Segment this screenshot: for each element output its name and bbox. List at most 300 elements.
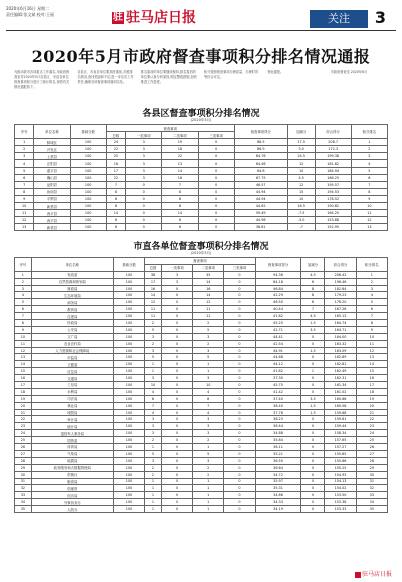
table-cell: 0 (161, 326, 192, 333)
table-cell: 1 (145, 361, 162, 368)
table-cell: 林业局 (31, 402, 113, 409)
table-cell: 16.5 (287, 203, 315, 210)
table-cell: 29 (15, 464, 32, 471)
table-row (15, 320, 388, 327)
table-cell: 0 (224, 499, 255, 506)
county-table-body (15, 139, 388, 231)
table-cell: 46.50 (255, 299, 301, 306)
table-row (15, 203, 388, 210)
table-cell: 8 (106, 203, 125, 210)
table-row (15, 402, 388, 409)
table-cell: 8 (162, 188, 198, 195)
table-cell: 100 (70, 146, 106, 153)
table-cell: 14 (106, 210, 125, 217)
col-index: 序号 (15, 125, 34, 139)
table-cell: 0 (198, 203, 234, 210)
table-row (15, 139, 388, 146)
table-cell: 41.42 (255, 388, 301, 395)
table-cell: 信访局 (31, 492, 113, 499)
table-cell: 0 (224, 368, 255, 375)
table-cell: 20 (356, 402, 387, 409)
table-cell: 0 (224, 292, 255, 299)
table-cell: 0 (224, 450, 255, 457)
footer-logo-square (355, 572, 361, 578)
table-cell: 0 (198, 160, 234, 167)
table-row (15, 347, 388, 354)
table-cell: 0 (224, 347, 255, 354)
table-cell: 退役军人事务局 (31, 430, 113, 437)
table-cell: 0 (301, 388, 325, 395)
table-cell: 24 (356, 430, 387, 437)
table-cell: 100 (113, 444, 144, 451)
table-cell: 172.3 (315, 146, 351, 153)
table-row (15, 299, 388, 306)
table-cell: 3 (15, 153, 34, 160)
table-cell: 100 (113, 326, 144, 333)
table-cell: 178.52 (315, 195, 351, 202)
county-ranking-table (14, 124, 388, 231)
department-ranking-table (14, 257, 388, 513)
table-cell: 11 (15, 210, 34, 217)
table-row (15, 457, 388, 464)
table-cell: 0 (301, 423, 325, 430)
table-cell: 12 (356, 347, 387, 354)
table-cell: 86.9 (234, 146, 287, 153)
table-cell: 14 (145, 292, 162, 299)
table-row (15, 306, 388, 313)
table-cell: 100 (70, 195, 106, 202)
table-row (15, 278, 388, 285)
table-cell: 0 (224, 388, 255, 395)
intro-paragraph: 为推动我市各项重点工作落实,市政府督查室对2020年5月各县区、市直各单位督查事项积分进行了统计排名,现将有关情况通报如下。 (14, 70, 70, 89)
table-cell: 0 (161, 306, 192, 313)
table-cell: 4 (356, 292, 387, 299)
table-cell: 2 (145, 437, 162, 444)
table-cell: 1 (145, 478, 162, 485)
table-cell: 194.53 (315, 188, 351, 195)
table-cell: 17 (106, 167, 125, 174)
table-cell: 汝南县 (34, 188, 70, 195)
table-cell: 152.95 (315, 224, 351, 231)
table-cell: 13 (15, 224, 34, 231)
table-cell: 84.18 (255, 278, 301, 285)
col-c2: 二类事项 (193, 264, 224, 271)
table-row (15, 167, 388, 174)
table-cell: 162.89 (325, 354, 356, 361)
table-row (15, 478, 388, 485)
table-cell: 100 (113, 409, 144, 416)
table1-subtitle: (2020年5月) (190, 118, 212, 122)
table-cell: 0 (198, 174, 234, 181)
table-cell: 2 (193, 471, 224, 478)
table-cell: 161.34 (325, 382, 356, 389)
table-row (15, 271, 388, 278)
table-row (15, 492, 388, 499)
table-cell: 34.88 (255, 430, 301, 437)
table-cell: 2 (351, 146, 387, 153)
table-cell: 4 (145, 388, 162, 395)
table-cell: 100 (113, 347, 144, 354)
table-row (15, 340, 388, 347)
table-cell: 0 (161, 506, 192, 513)
table-cell: 6 (356, 306, 387, 313)
table-cell: 37.78 (255, 409, 301, 416)
table-cell: 13 (356, 354, 387, 361)
table-row (15, 285, 388, 292)
table-cell: 1 (193, 485, 224, 492)
table-cell: 159.68 (325, 409, 356, 416)
table-cell: 0 (224, 402, 255, 409)
table-cell: 国资委 (31, 437, 113, 444)
table-cell: 0 (126, 188, 162, 195)
table-cell: 1 (193, 368, 224, 375)
table-cell: 1 (145, 492, 162, 499)
table-cell: 0 (224, 395, 255, 402)
table-cell: 审计局 (31, 416, 113, 423)
table-cell: 40.44 (255, 306, 301, 313)
table-cell: 0 (161, 299, 192, 306)
table-cell: 政务服务和大数据管理局 (31, 464, 113, 471)
table-cell: 34.19 (255, 506, 301, 513)
table-cell: 5.0 (287, 146, 315, 153)
intro-text (14, 70, 388, 102)
table-cell: 22 (162, 153, 198, 160)
table-cell: 0 (126, 217, 162, 224)
table-cell: 17 (356, 382, 387, 389)
table-cell: 4 (351, 160, 387, 167)
table-row (15, 471, 388, 478)
table-cell: 0 (224, 361, 255, 368)
table-row (15, 388, 388, 395)
editor-line: 责任编辑:张文斌 校对:王丽 (6, 12, 54, 17)
section-label: 关注 (310, 10, 368, 28)
table-cell: 1 (193, 499, 224, 506)
table-row (15, 326, 388, 333)
table-cell: 36.55 (255, 457, 301, 464)
table-cell: 0 (198, 188, 234, 195)
table-row (15, 153, 388, 160)
table-cell: 6 (106, 217, 125, 224)
table-cell: 0 (301, 437, 325, 444)
table-cell: 3 (356, 285, 387, 292)
table-cell: 0 (161, 340, 192, 347)
table-cell: 3 (15, 285, 32, 292)
table-cell: 0 (301, 361, 325, 368)
newspaper-logo (112, 7, 212, 25)
table-cell: 22 (106, 174, 125, 181)
table-cell: 12 (193, 299, 224, 306)
table-cell: 153.88 (315, 217, 351, 224)
table-cell: 2 (356, 278, 387, 285)
table-cell: 100 (113, 450, 144, 457)
table-cell: 42.54 (255, 340, 301, 347)
table-cell: 教育局 (31, 306, 113, 313)
table-cell: 14 (193, 278, 224, 285)
table-cell: 0 (161, 313, 192, 320)
table-cell: 38 (145, 271, 162, 278)
table-cell: 0 (224, 375, 255, 382)
table-row (15, 423, 388, 430)
table-cell: 161.02 (325, 388, 356, 395)
col-index: 序号 (15, 258, 32, 272)
table-cell: 5 (145, 354, 162, 361)
table-cell: 38.40 (255, 402, 301, 409)
table-cell: 100 (113, 271, 144, 278)
table-row (15, 382, 388, 389)
table-cell: 0 (301, 499, 325, 506)
table-cell: 100 (113, 485, 144, 492)
table-cell: 4.5 (287, 174, 315, 181)
table-cell: 155.25 (325, 464, 356, 471)
table-cell: 2 (193, 320, 224, 327)
table-cell: 30 (356, 471, 387, 478)
table-row (15, 313, 388, 320)
table-cell: 1 (193, 444, 224, 451)
table-cell: 1 (15, 271, 32, 278)
table-cell: 26 (356, 444, 387, 451)
footer-logo-text: 驻马店日报 (361, 571, 392, 578)
table-cell: 17 (15, 382, 32, 389)
table-cell: 153.33 (325, 506, 356, 513)
table-cell: 1 (15, 139, 34, 146)
table-cell: 0 (161, 402, 192, 409)
table-cell: 190.82 (315, 203, 351, 210)
table-cell: 163.09 (325, 347, 356, 354)
table-cell: 0 (161, 361, 192, 368)
table-cell: 0 (224, 478, 255, 485)
table-cell: 0 (301, 471, 325, 478)
table-row (15, 292, 388, 299)
table-cell: 0 (198, 217, 234, 224)
table-cell: 167.26 (325, 306, 356, 313)
table-row (15, 210, 388, 217)
table-row (15, 188, 388, 195)
table-cell: 2 (193, 437, 224, 444)
col-per: 督查事项得分 (234, 125, 287, 139)
table-cell: 10 (15, 203, 34, 210)
table-row (15, 354, 388, 361)
table-cell: 22 (356, 416, 387, 423)
table-cell: 154.13 (325, 478, 356, 485)
logo-text: 驻马店日报 (126, 10, 196, 26)
table-cell: 0 (224, 430, 255, 437)
table-cell: 155.66 (325, 457, 356, 464)
table-cell: 100 (113, 506, 144, 513)
table-cell: 206.42 (325, 271, 356, 278)
table-cell: 市监局 (31, 354, 113, 361)
table-cell: 10 (193, 382, 224, 389)
table-cell: 36.61 (234, 224, 287, 231)
table-cell: 0 (161, 382, 192, 389)
table-cell: 16 (356, 375, 387, 382)
table-cell: 0 (161, 292, 192, 299)
table-cell: 100 (113, 478, 144, 485)
table-cell: 2 (145, 320, 162, 327)
table-cell: 36.23 (255, 416, 301, 423)
table-cell: 11 (356, 340, 387, 347)
table-cell: 2 (15, 278, 32, 285)
table-cell: 6 (15, 174, 34, 181)
table-cell: 西平县 (34, 217, 70, 224)
table-cell: 14 (162, 210, 198, 217)
table-cell: 37.30 (255, 375, 301, 382)
table-cell: 4.5 (301, 271, 325, 278)
table-cell: 5 (15, 167, 34, 174)
table-cell: 8 (162, 203, 198, 210)
table-cell: 34 (356, 499, 387, 506)
table-cell: 64.8 (234, 167, 287, 174)
table-cell: -3.0 (287, 217, 315, 224)
table-cell: 0 (301, 416, 325, 423)
col-score: 综合得分 (325, 258, 356, 272)
table-cell: 100 (113, 278, 144, 285)
table-cell: 正阳县 (34, 160, 70, 167)
col-c1: 一类事项 (161, 264, 192, 271)
table-cell: 21 (15, 409, 32, 416)
table-cell: 155.85 (325, 450, 356, 457)
table-cell: 开发区 (34, 146, 70, 153)
col-c1: 一类事项 (126, 132, 162, 139)
table-cell: 5 (193, 326, 224, 333)
table-cell: 4 (15, 292, 32, 299)
table-cell: 应急局 (31, 368, 113, 375)
table-cell: 182.84 (325, 285, 356, 292)
table-cell: 0 (126, 195, 162, 202)
table-cell: 100 (70, 188, 106, 195)
table-cell: 6 (162, 224, 198, 231)
table-cell: 176.20 (325, 299, 356, 306)
table-cell: 0 (161, 478, 192, 485)
table-cell: 0 (161, 423, 192, 430)
table-cell: 0 (161, 416, 192, 423)
table-cell: 12 (15, 217, 34, 224)
table-cell: 0 (224, 485, 255, 492)
table-cell: 5 (145, 326, 162, 333)
table-cell: 供销社 (31, 471, 113, 478)
table-cell: 3 (145, 430, 162, 437)
col-group: 督查事项 (145, 258, 255, 265)
table-cell: 西平县 (34, 210, 70, 217)
table-cell: 新蔡县 (34, 224, 70, 231)
table-cell: 0 (224, 354, 255, 361)
table-cell: 100 (113, 457, 144, 464)
table-row (15, 437, 388, 444)
table-cell: 32 (15, 485, 32, 492)
table-cell: 21 (356, 409, 387, 416)
table-cell: 9 (15, 326, 32, 333)
table2-subtitle: (2020年5月) (190, 251, 212, 255)
table-cell: 18 (356, 388, 387, 395)
table-cell: 0 (161, 464, 192, 471)
table-cell: 8 (301, 292, 325, 299)
table-cell: 确山县 (34, 174, 70, 181)
table-row (15, 174, 388, 181)
table-cell: 0 (161, 485, 192, 492)
table-cell: 1 (145, 506, 162, 513)
table-cell: 0 (224, 278, 255, 285)
table-cell: 5 (15, 299, 32, 306)
table-cell: 0 (161, 368, 192, 375)
table-cell: 1 (145, 368, 162, 375)
table-cell: 34.33 (255, 499, 301, 506)
table-cell: 44.62 (234, 203, 287, 210)
table-cell: 35 (356, 506, 387, 513)
table-cell: 206.7 (315, 139, 351, 146)
table-cell: 13 (15, 354, 32, 361)
table-cell: 3 (126, 160, 162, 167)
table-cell: 23 (356, 423, 387, 430)
table-cell: 10 (15, 333, 32, 340)
table-cell: 1 (356, 271, 387, 278)
table-cell: 3 (145, 347, 162, 354)
table-cell: 46.84 (255, 285, 301, 292)
table2-title: 市直各单位督查事项积分排名情况 (133, 242, 269, 252)
table-row (15, 485, 388, 492)
table-cell: 7 (193, 402, 224, 409)
table-cell: 住建局 (31, 313, 113, 320)
table-cell: 10 (145, 382, 162, 389)
table-cell: 3 (193, 375, 224, 382)
col-total: 总数 (145, 264, 162, 271)
table-cell: 46.57 (234, 181, 287, 188)
table-cell: 人防办 (31, 506, 113, 513)
table-cell: 10 (356, 333, 387, 340)
table-row (15, 450, 388, 457)
table-cell: 15 (356, 368, 387, 375)
table-cell: 11 (193, 313, 224, 320)
table-cell: 9 (15, 195, 34, 202)
table-cell: 36.11 (255, 444, 301, 451)
table-cell: 44.41 (255, 333, 301, 340)
table-cell: 生态环境局 (31, 292, 113, 299)
table-cell: 3 (161, 278, 192, 285)
table-cell: 16 (193, 285, 224, 292)
table-row (15, 361, 388, 368)
table-cell: 35 (193, 271, 224, 278)
table-cell: 162.31 (325, 375, 356, 382)
table-cell: 7 (301, 306, 325, 313)
table-cell: 4 (15, 160, 34, 167)
table-cell: 36.64 (255, 464, 301, 471)
table-cell: 100 (70, 139, 106, 146)
col-c2: 二类事项 (162, 132, 198, 139)
table-cell: 14 (193, 292, 224, 299)
table-cell: 100 (113, 333, 144, 340)
table-cell: 45.75 (255, 382, 301, 389)
table-cell: 100 (113, 292, 144, 299)
table-cell: 8 (106, 188, 125, 195)
table-cell: 0 (301, 464, 325, 471)
table-cell: 18 (162, 146, 198, 153)
table-cell: 0 (224, 340, 255, 347)
table-cell: 30 (15, 471, 32, 478)
table-cell: 9 (351, 195, 387, 202)
table-cell: 0 (161, 333, 192, 340)
table-cell: 34 (15, 499, 32, 506)
table-cell: 16 (162, 174, 198, 181)
table-cell: 27 (15, 450, 32, 457)
table-cell: 0 (224, 271, 255, 278)
table-cell: 3 (126, 167, 162, 174)
table-cell: 18 (15, 388, 32, 395)
table-cell: 8 (301, 285, 325, 292)
table-cell: 162.81 (325, 361, 356, 368)
table-cell: 59.49 (234, 210, 287, 217)
table-cell: 0 (301, 382, 325, 389)
table-cell: 外事侨务办 (31, 499, 113, 506)
table-cell: 100 (113, 499, 144, 506)
table-cell: 181.82 (315, 160, 351, 167)
